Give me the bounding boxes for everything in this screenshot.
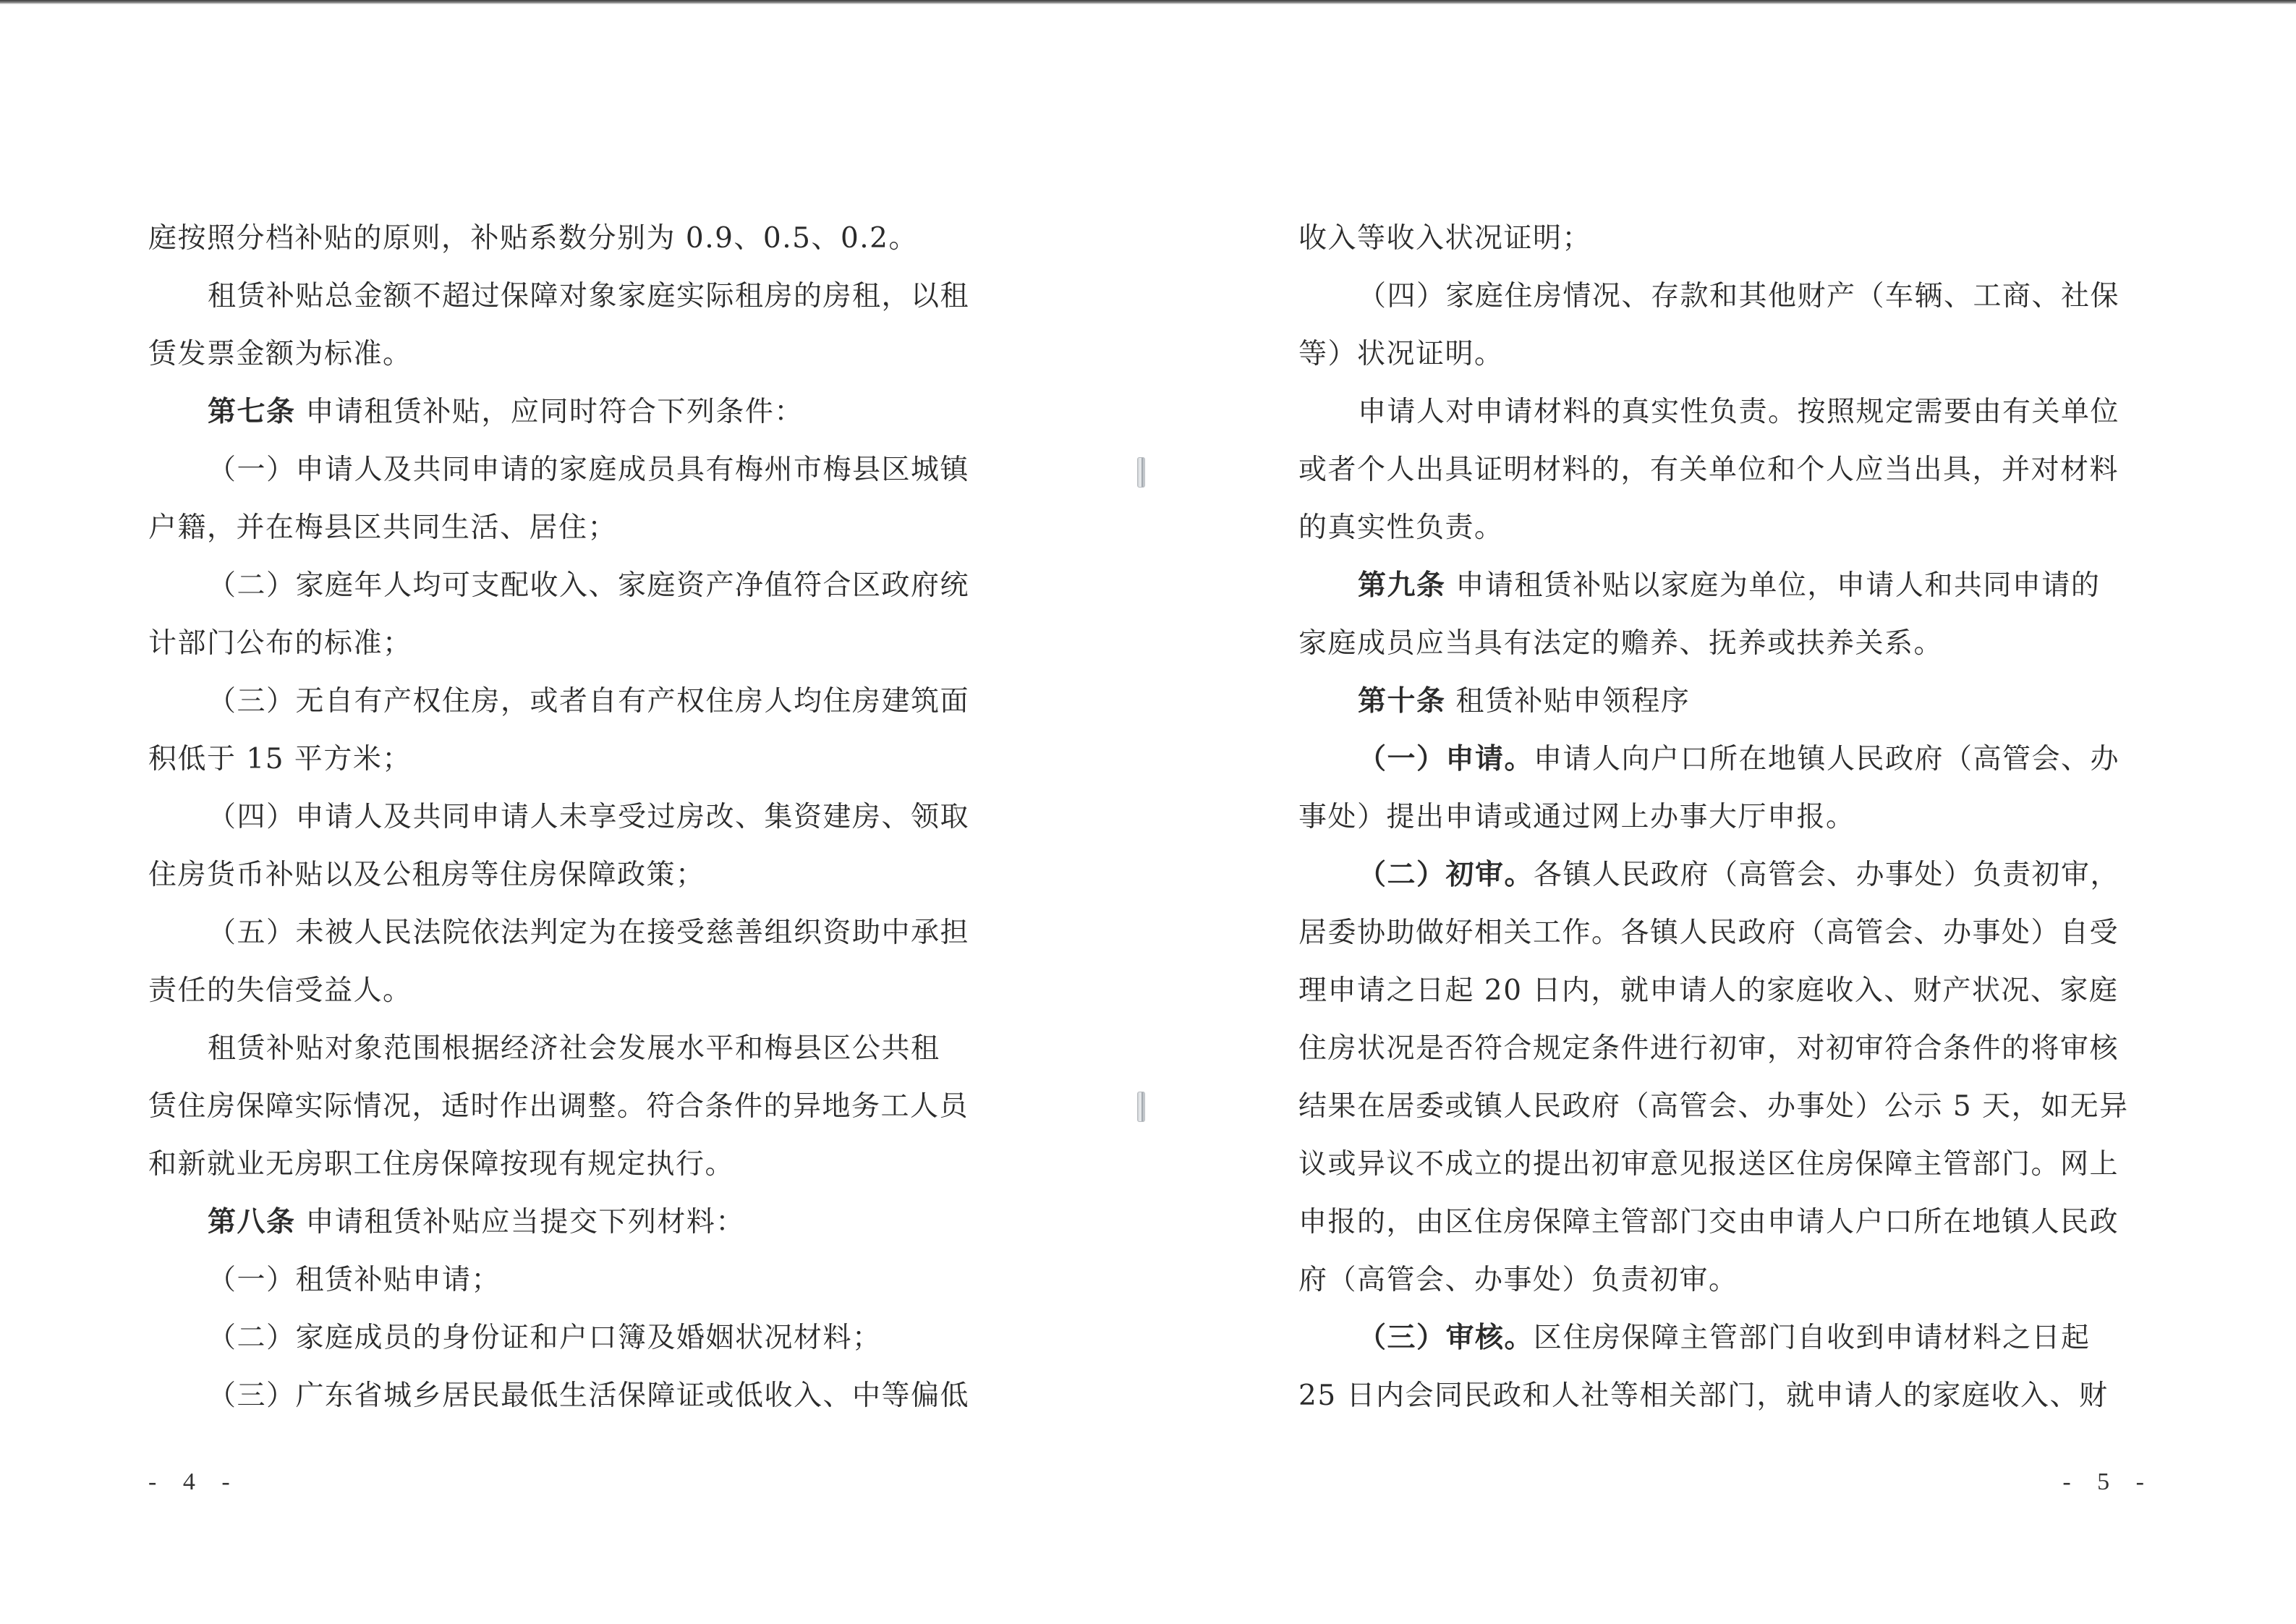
staple-icon [1137,457,1145,488]
line-text: 户籍，并在梅县区共同生活、居住； [148,511,618,544]
text-line [1298,557,2152,615]
line-text: 租赁补贴总金额不超过保障对象家庭实际租房的房租，以租 [208,280,970,313]
line-text: （三）广东省城乡居民最低生活保障证或低收入、中等偏低 [208,1379,970,1412]
line-text: 庭按照分档补贴的原则，补贴系数分别为 0.9、0.5、0.2。 [148,222,918,255]
article-heading: （三）审核。 [1358,1322,1534,1354]
text-line [148,1194,1002,1251]
article-heading: 第九条 [1358,569,1446,602]
line-text: （一）租赁补贴申请； [208,1264,501,1296]
line-text: 收入等收入状况证明； [1298,222,1592,255]
text-line [1298,788,2152,846]
article-heading: 第八条 [208,1206,296,1238]
text-line [1298,1194,2152,1251]
line-text: 各镇人民政府（高管会、办事处）负责初审， [1534,859,2120,891]
line-text: 的真实性负责。 [1298,511,1504,544]
line-text: 和新就业无房职工住房保障按现有规定执行。 [148,1148,735,1181]
page-5 [1148,0,2296,1624]
line-text: 府（高管会、办事处）负责初审。 [1298,1264,1738,1296]
page-number-5: - 5 - [2062,1468,2154,1495]
text-line [1298,846,2152,904]
text-line [148,210,1002,268]
text-line [148,1251,1002,1309]
line-text: 申请租赁补贴以家庭为单位，申请人和共同申请的 [1445,569,2101,602]
line-text: 区住房保障主管部门自收到申请材料之日起 [1534,1322,2091,1354]
text-line [148,788,1002,846]
text-line [148,1020,1002,1078]
text-line [148,1136,1002,1194]
line-text: 赁发票金额为标准。 [148,338,412,370]
text-line [1298,1078,2152,1136]
line-text: 住房货币补贴以及公租房等住房保障政策； [148,859,705,891]
line-text: 赁住房保障实际情况，适时作出调整。符合条件的异地务工人员 [148,1090,969,1123]
page-number-4: - 4 - [148,1468,240,1495]
line-text: 申请租赁补贴，应同时符合下列条件： [295,396,804,428]
line-text: 责任的失信受益人。 [148,974,412,1007]
line-text: （三）无自有产权住房，或者自有产权住房人均住房建筑面 [208,685,970,718]
line-text: 或者个人出具证明材料的，有关单位和个人应当出具，并对材料 [1298,454,2119,486]
article-heading: 第七条 [208,396,296,428]
text-line [1298,1251,2152,1309]
line-text: （二）家庭成员的身份证和户口簿及婚姻状况材料； [208,1322,882,1354]
article-heading: （二）初审。 [1358,859,1534,891]
line-text: 申请租赁补贴应当提交下列材料： [295,1206,745,1238]
line-text: （四）申请人及共同申请人未享受过房改、集资建房、领取 [208,801,970,833]
line-text: 申请人对申请材料的真实性负责。按照规定需要由有关单位 [1358,396,2120,428]
text-line [148,557,1002,615]
text-line [1298,210,2152,268]
line-text: 计部门公布的标准； [148,627,412,660]
line-text: 申请人向户口所在地镇人民政府（高管会、办 [1534,743,2120,775]
text-line [148,1309,1002,1367]
text-line [1298,268,2152,326]
text-line [148,615,1002,673]
article-heading: （一）申请。 [1358,743,1534,775]
staple-icon [1137,1092,1145,1122]
text-line [148,673,1002,731]
line-text: 积低于 15 平方米； [148,743,412,775]
text-line [148,383,1002,441]
text-line [148,904,1002,962]
text-line [1298,1136,2152,1194]
text-line [1298,499,2152,557]
text-line [1298,615,2152,673]
line-text: 租赁补贴申领程序 [1445,685,1691,718]
text-line [1298,731,2152,788]
text-line [1298,1367,2152,1425]
text-line [1298,904,2152,962]
text-line [148,846,1002,904]
text-line [148,731,1002,788]
text-line [148,326,1002,383]
line-text: 结果在居委或镇人民政府（高管会、办事处）公示 5 天，如无异 [1298,1090,2129,1123]
text-line [1298,326,2152,383]
text-line [148,499,1002,557]
text-line [1298,441,2152,499]
text-line [148,962,1002,1020]
page-5-body [1298,210,2152,1425]
line-text: 25 日内会同民政和人社等相关部门，就申请人的家庭收入、财 [1298,1379,2109,1412]
text-line [148,1078,1002,1136]
line-text: （五）未被人民法院依法判定为在接受慈善组织资助中承担 [208,917,970,949]
line-text: 事处）提出申请或通过网上办事大厅申报。 [1298,801,1855,833]
line-text: 住房状况是否符合规定条件进行初审，对初审符合条件的将审核 [1298,1032,2119,1065]
text-line [1298,962,2152,1020]
article-heading: 第十条 [1358,685,1446,718]
line-text: 议或异议不成立的提出初审意见报送区住房保障主管部门。网上 [1298,1148,2119,1181]
line-text: 居委协助做好相关工作。各镇人民政府（高管会、办事处）自受 [1298,917,2119,949]
line-text: 租赁补贴对象范围根据经济社会发展水平和梅县区公共租 [208,1032,940,1065]
text-line [1298,1309,2152,1367]
text-line [1298,383,2152,441]
line-text: 申报的，由区住房保障主管部门交由申请人户口所在地镇人民政 [1298,1206,2119,1238]
text-line [148,1367,1002,1425]
text-line [1298,673,2152,731]
text-line [1298,1020,2152,1078]
text-line [148,441,1002,499]
line-text: 理申请之日起 20 日内，就申请人的家庭收入、财产状况、家庭 [1298,974,2119,1007]
page-4-body [148,210,1002,1425]
line-text: （四）家庭住房情况、存款和其他财产（车辆、工商、社保 [1358,280,2120,313]
line-text: （一）申请人及共同申请的家庭成员具有梅州市梅县区城镇 [208,454,970,486]
line-text: （二）家庭年人均可支配收入、家庭资产净值符合区政府统 [208,569,970,602]
line-text: 家庭成员应当具有法定的赡养、抚养或扶养关系。 [1298,627,1944,660]
text-line [148,268,1002,326]
line-text: 等）状况证明。 [1298,338,1504,370]
